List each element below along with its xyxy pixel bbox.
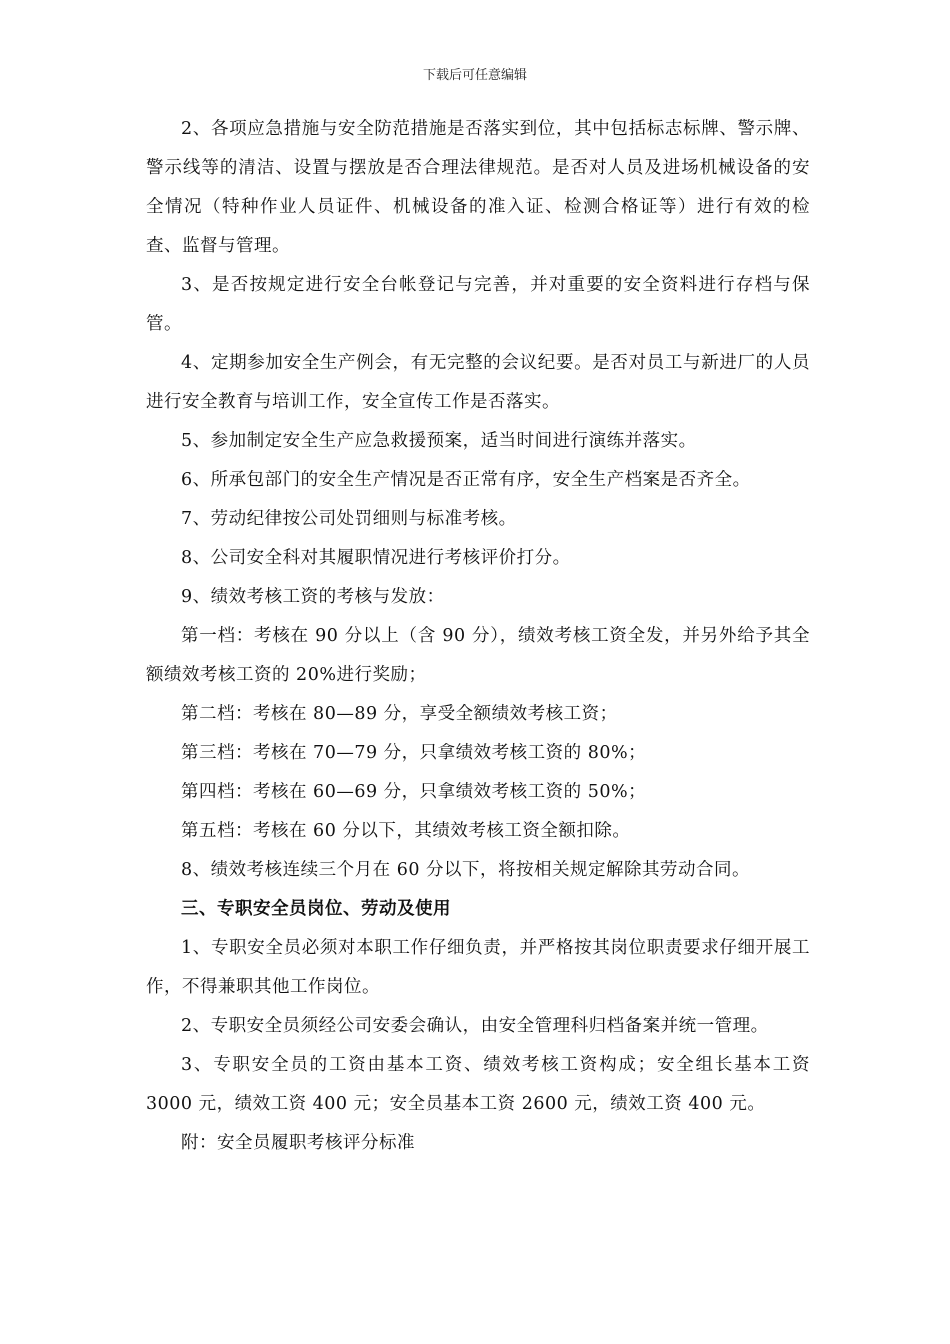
paragraph-tier-3: 第三档：考核在 70—79 分，只拿绩效考核工资的 80%； — [181, 743, 647, 763]
paragraph-section3-item-3: 3、专职安全员的工资由基本工资、绩效考核工资构成；安全组长基本工资 3000 元，绩效工资 400 元；安全员基本工资 2600 元，绩效工资 400 元。 — [146, 1055, 810, 1114]
paragraph-item-5-emergency-plan: 5、参加制定安全生产应急救援预案，适当时间进行演练并落实。 — [181, 431, 697, 451]
paragraph-tier-2: 第二档：考核在 80—89 分，享受全额绩效考核工资； — [181, 704, 618, 724]
paragraph-section3-item-2: 2、专职安全员须经公司安委会确认，由安全管理科归档备案并统一管理。 — [181, 1016, 769, 1036]
document-body — [146, 110, 810, 1163]
paragraph-item-4-meetings: 4、定期参加安全生产例会，有无完整的会议纪要。是否对员工与新进厂的人员进行安全教育与培训工作，安全宣传工作是否落实。 — [146, 353, 810, 412]
paragraph-tier-4: 第四档：考核在 60—69 分，只拿绩效考核工资的 50%； — [181, 782, 647, 802]
paragraph-item-6-department-status: 6、所承包部门的安全生产情况是否正常有序，安全生产档案是否齐全。 — [181, 470, 751, 490]
page-header: 下载后可任意编辑 — [422, 68, 527, 83]
paragraph-section3-item-1: 1、专职安全员必须对本职工作仔细负责，并严格按其岗位职责要求仔细开展工作，不得兼职其他工作岗位。 — [146, 938, 810, 997]
paragraph-tier-5: 第五档：考核在 60 分以下，其绩效考核工资全额扣除。 — [181, 821, 631, 841]
paragraph-appendix: 附：安全员履职考核评分标准 — [181, 1133, 415, 1153]
paragraph-item-3-ledger: 3、是否按规定进行安全台帐登记与完善，并对重要的安全资料进行存档与保管。 — [146, 275, 810, 334]
paragraph-tier-1: 第一档：考核在 90 分以上（含 90 分），绩效考核工资全发，并另外给予其全额绩效考核工资的 20%进行奖励； — [146, 626, 810, 685]
paragraph-item-9-salary: 9、绩效考核工资的考核与发放： — [181, 587, 445, 607]
section-heading-3: 三、专职安全员岗位、劳动及使用 — [181, 899, 451, 919]
paragraph-item-7-discipline: 7、劳动纪律按公司处罚细则与标准考核。 — [181, 509, 517, 529]
paragraph-item-8-evaluation: 8、公司安全科对其履职情况进行考核评价打分。 — [181, 548, 571, 568]
paragraph-item-2-measures: 2、各项应急措施与安全防范措施是否落实到位，其中包括标志标牌、警示牌、警示线等的清洁、设置与摆放是否合理法律规范。是否对人员及进场机械设备的安全情况（特种作业人员证件、机械设备的准入证、检测合格证等）进行有效的检查、监督与管理。 — [146, 119, 810, 256]
paragraph-item-8-termination: 8、绩效考核连续三个月在 60 分以下，将按相关规定解除其劳动合同。 — [181, 860, 751, 880]
